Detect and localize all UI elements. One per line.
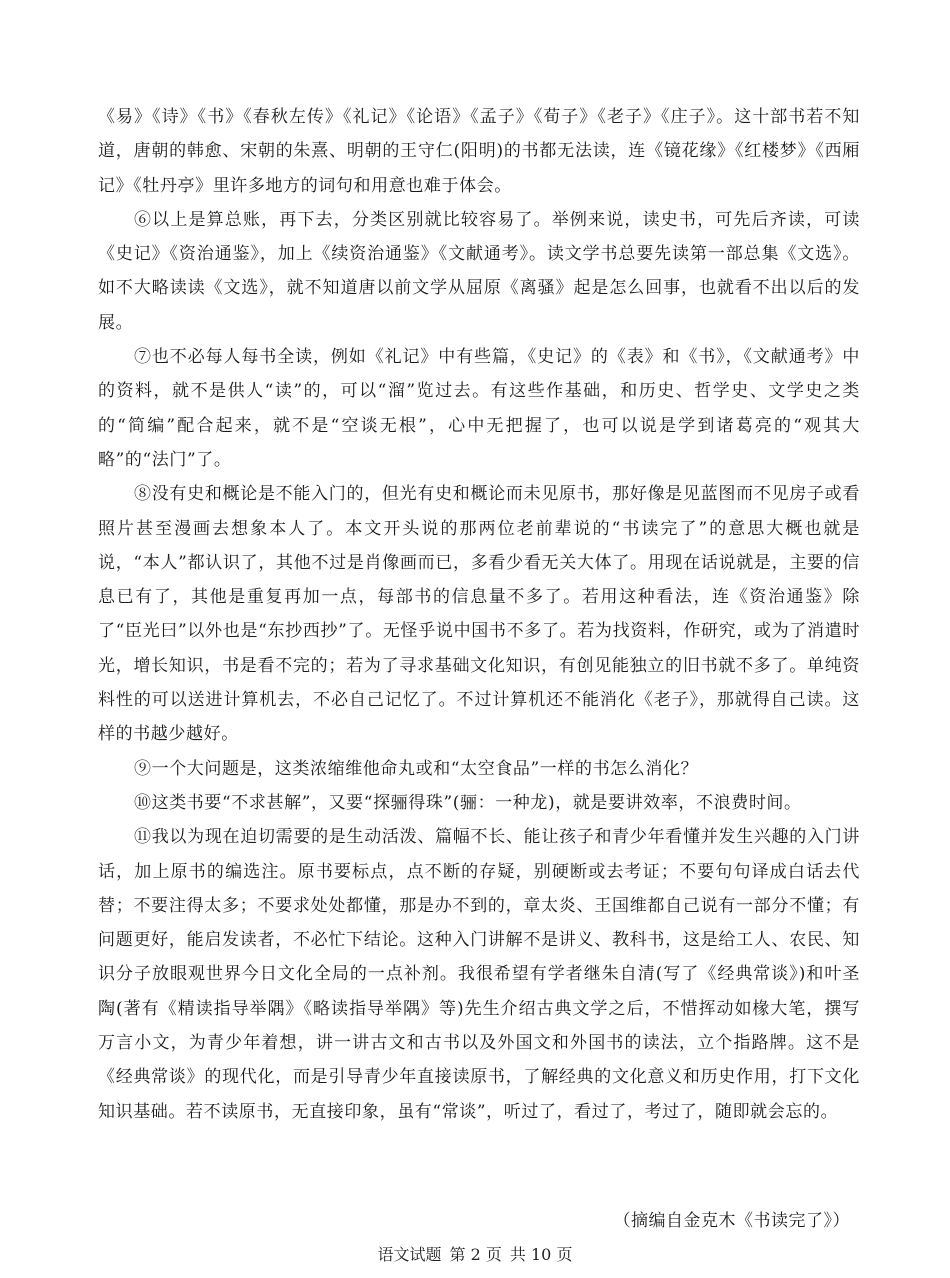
- paragraph-10: ⑩这类书要“不求甚解”，又要“探骊得珠”(骊：一种龙)，就是要讲效率，不浪费时间。: [134, 792, 802, 813]
- paragraph-continuation: 《易》《诗》《书》《春秋左传》《礼记》《论语》《孟子》《荀子》《老子》《庄子》。这十部书若不知道，唐朝的韩愈、宋朝的朱熹、明朝的王守仁(阳明)的书都无法读，连《镜花缘》《红楼梦》《西厢记》《牡丹亭》里许多地方的词句和用意也难于体会。: [98, 107, 860, 196]
- paragraph-6: ⑥以上是算总账，再下去，分类区别就比较容易了。举例来说，读史书，可先后齐读，可读《史记》《资治通鉴》，加上《续资治通鉴》《文献通考》。读文学书总要先读第一部总集《文选》。如不大略读读《文选》，就不知道唐以前文学从屈原《离骚》起是怎么回事，也就看不出以后的发展。: [98, 209, 860, 333]
- page-footer: [0, 1243, 950, 1267]
- footer-page-number: 第 2 页: [449, 1245, 502, 1264]
- paragraph-8: ⑧没有史和概论是不能入门的，但光有史和概论而未见原书，那好像是见蓝图而不见房子或看照片甚至漫画去想象本人了。本文开头说的那两位老前辈说的“书读完了”的意思大概也就是说，“本人”都认识了，其他不过是肖像画而已，多看少看无关大体了。用现在话说就是，主要的信息已有了，其他是重复再加一点，每部书的信息量不多了。若用这种看法，连《资治通鉴》除了“臣光曰”以外也是“东抄西抄”了。无怪乎说中国书不多了。若为找资料，作研究，或为了消遣时光，增长知识，书是看不完的；若为了寻求基础文化知识，有创见能独立的旧书就不多了。单纯资料性的可以送进计算机去，不必自己记忆了。不过计算机还不能消化《老子》，那就得自己读。这样的书越少越好。: [98, 484, 860, 745]
- paragraph-11: ⑪我以为现在迫切需要的是生动活泼、篇幅不长、能让孩子和青少年看懂并发生兴趣的入门讲话，加上原书的编选注。原书要标点，点不断的存疑，别硬断或去考证；不要句句译成白话去代替；不要注得太多；不要求处处都懂，那是办不到的，章太炎、王国维都自己说有一部分不懂；有问题更好，能启发读者，不必忙下结论。这种入门讲解不是讲义、教科书，这是给工人、农民、知识分子放眼观世界今日文化全局的一点补剂。我很希望有学者继朱自清(写了《经典常谈》)和叶圣陶(著有《精读指导举隅》《略读指导举隅》等)先生介绍古典文学之后，不惜挥动如椽大笔，撰写万言小文，为青少年着想，讲一讲古文和古书以及外国文和外国书的读法，立个指路牌。这不是《经典常谈》的现代化，而是引导青少年直接读原书，了解经典的文化意义和历史作用，打下文化知识基础。若不读原书，无直接印象，虽有“常谈”，听过了，看过了，考过了，随即就会忘的。: [98, 827, 860, 1122]
- footer-total-pages: 共 10 页: [509, 1245, 573, 1264]
- paragraph-7: ⑦也不必每人每书全读，例如《礼记》中有些篇，《史记》的《表》和《书》，《文献通考》中的资料，就不是供人“读”的，可以“溜”览过去。有这些作基础，和历史、哲学史、文学史之类的“简编”配合起来，就不是“空谈无根”，心中无把握了，也可以说是学到诸葛亮的“观其大略”的“法门”了。: [98, 347, 860, 470]
- article-body: [98, 100, 860, 1129]
- paragraph-9: ⑨一个大问题是，这类浓缩维他命丸或和“太空食品”一样的书怎么消化？: [134, 758, 699, 779]
- footer-subject: 语文试题: [377, 1245, 442, 1264]
- article-source: （摘编自金克木《书读完了》）: [613, 1211, 850, 1231]
